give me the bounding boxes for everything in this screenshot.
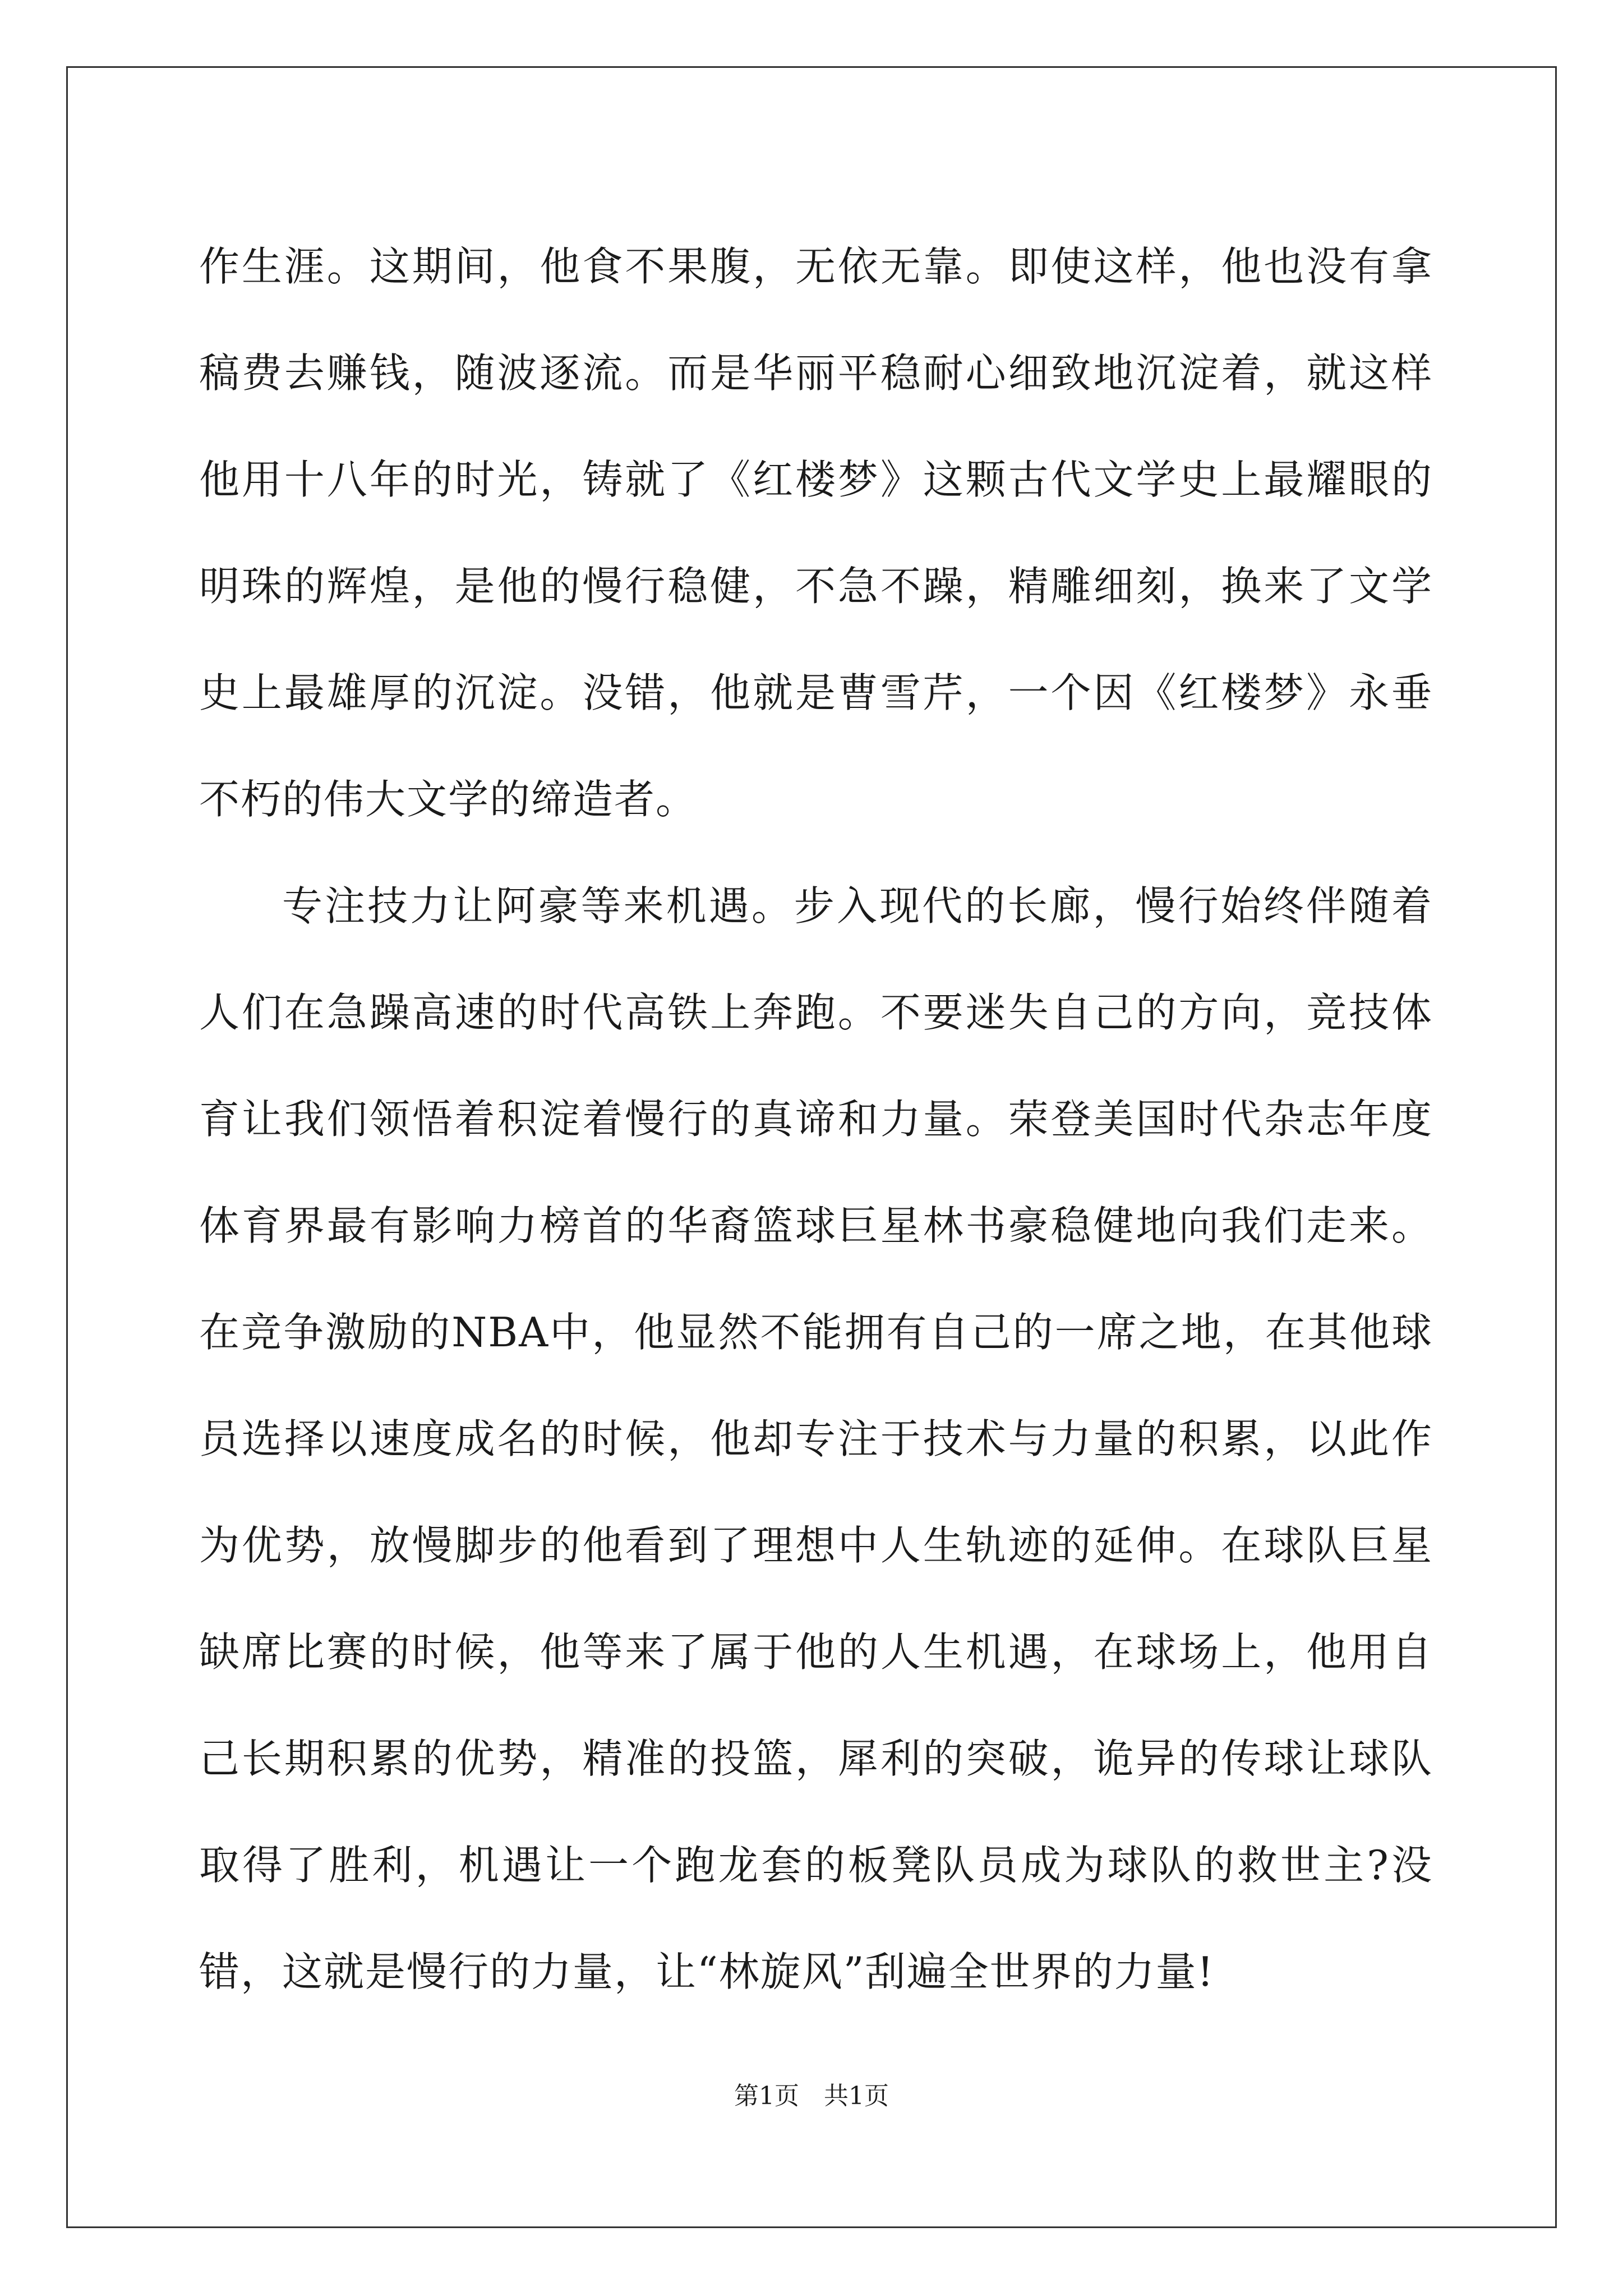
- document-body: [199, 213, 1433, 2025]
- page-number: 第1页: [734, 2082, 799, 2110]
- page-total: 共1页: [824, 2082, 889, 2110]
- page-footer: [0, 2076, 1623, 2111]
- paragraph-2: 专注技力让阿豪等来机遇。步入现代的长廊，慢行始终伴随着人们在急躁高速的时代高铁上奔跑。不要迷失自己的方向，竞技体育让我们领悟着积淀着慢行的真谛和力量。荣登美国时代杂志年度体育界最有影响力榜首的华裔篮球巨星林书豪稳健地向我们走来。在竞争激励的NBA中，他显然不能拥有自己的一席之地，在其他球员选择以速度成名的时候，他却专注于技术与力量的积累，以此作为优势，放慢脚步的他看到了理想中人生轨迹的延伸。在球队巨星缺席比赛的时候，他等来了属于他的人生机遇，在球场上，他用自己长期积累的优势，精准的投篮，犀利的突破，诡异的传球让球队取得了胜利，机遇让一个跑龙套的板凳队员成为球队的救世主?没错，这就是慢行的力量，让“林旋风”刮遍全世界的力量!: [199, 882, 1433, 1995]
- paragraph-1: 作生涯。这期间，他食不果腹，无依无靠。即使这样，他也没有拿稿费去赚钱，随波逐流。而是华丽平稳耐心细致地沉淀着，就这样他用十八年的时光，铸就了《红楼梦》这颗古代文学史上最耀眼的明珠的辉煌，是他的慢行稳健，不急不躁，精雕细刻，换来了文学史上最雄厚的沉淀。没错，他就是曹雪芹，一个因《红楼梦》永垂不朽的伟大文学的缔造者。: [199, 243, 1433, 823]
